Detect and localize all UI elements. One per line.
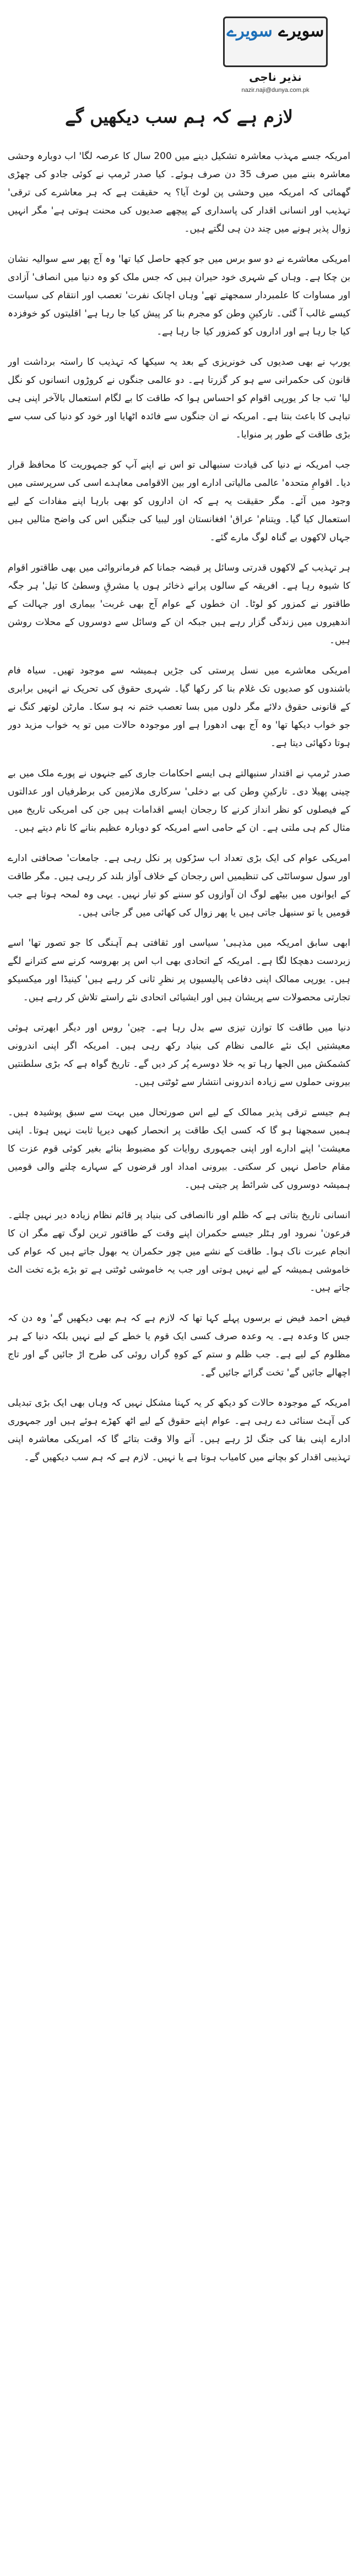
author-name: نذیر ناجی [249, 70, 302, 84]
article-body [8, 147, 350, 2568]
article-paragraph: امریکہ کے موجودہ حالات کو دیکھ کر یہ کہنا مشکل نہیں کہ وہاں بھی ایک بڑی تبدیلی کی آہٹ سنائی دے رہی ہے۔ عوام اپنے حقوق کے لیے اٹھ کھڑے ہوئے ہیں اور جمہوری ادارے اپنی بقا کی جنگ لڑ رہے ہیں۔ آنے والا وقت بتائے گا کہ امریکی معاشرہ اپنی تہذیبی اقدار کو بچانے میں کامیاب ہوتا ہے یا نہیں۔ لازم ہے کہ ہم سب دیکھیں گے۔ [8, 1397, 350, 1463]
article-paragraph: ہم جیسے ترقی پذیر ممالک کے لیے اس صورتحال میں بہت سے سبق پوشیدہ ہیں۔ ہمیں سمجھنا ہو گا کہ کسی ایک طاقت پر انحصار کبھی دیرپا ثابت نہیں ہوتا۔ اپنی معیشت' اپنے ادارے اور اپنی جمہوری روایات کو مضبوط بنائے بغیر کوئی قوم عزت کا مقام حاصل نہیں کر سکتی۔ بیرونی امداد اور قرضوں کے سہارے چلنے والی قومیں ہمیشہ دوسروں کی شرائط پر جیتی ہیں۔ [8, 1107, 350, 1191]
column-logo-block [209, 17, 347, 94]
article-headline: لازم ہے کہ ہم سب دیکھیں گے [65, 106, 293, 127]
logo-word-2: سویرے [226, 21, 273, 41]
author-email: nazir.naji@dunya.com.pk [241, 87, 310, 94]
article-paragraph: امریکی عوام کی ایک بڑی تعداد اب سڑکوں پر نکل رہی ہے۔ جامعات' صحافتی ادارے اور سول سوسائٹی کی تنظیمیں اس رجحان کے خلاف آواز بلند کر رہی ہیں۔ مگر طاقت کے ایوانوں میں بیٹھے لوگ ان آوازوں کو سننے کو تیار نہیں۔ یہی وہ لمحہ ہوتا ہے جب قومیں یا تو سنبھل جاتی ہیں یا پھر زوال کی کھائی میں گر جاتی ہیں۔ [8, 853, 350, 918]
article-paragraph: امریکہ جسے مہذب معاشرہ تشکیل دینے میں 200 سال کا عرصہ لگا' اب دوبارہ وحشی معاشرہ بننے میں صرف 35 دن صرف ہوئے۔ کیا صدر ٹرمپ نے کوئی جادو کی چھڑی گھمائی کہ امریکہ میں وحشی پن لوٹ آیا؟ یہ حقیقت ہے کہ ہر معاشرے کی ترقی' تہذیب اور انسانی اقدار کی پاسداری کے پیچھے صدیوں کی محنت ہوتی ہے' مگر انہیں زوال پذیر ہونے میں چند دن ہی لگتے ہیں۔ [8, 151, 350, 234]
column-logo [223, 17, 328, 67]
article-paragraph: امریکی معاشرے میں نسل پرستی کی جڑیں ہمیشہ سے موجود تھیں۔ سیاہ فام باشندوں کو صدیوں تک غلام بنا کر رکھا گیا۔ شہری حقوق کی تحریک نے انہیں برابری کے قانونی حقوق دلائے مگر دلوں میں بسا تعصب ختم نہ ہو سکا۔ مارٹن لوتھر کنگ نے جو خواب دیکھا تھا' وہ آج بھی ادھورا ہے اور موجودہ حالات میں تو یہ خواب مزید دور ہوتا دکھائی دیتا ہے۔ [8, 665, 350, 749]
article-paragraph: دنیا میں طاقت کا توازن تیزی سے بدل رہا ہے۔ چین' روس اور دیگر ابھرتی ہوئی معیشتیں ایک نئے عالمی نظام کی بنیاد رکھ رہی ہیں۔ امریکہ اگر اپنی اندرونی کشمکش میں الجھا رہا تو یہ خلا دوسرے پُر کر دیں گے۔ تاریخ گواہ ہے کہ بڑی سلطنتیں بیرونی حملوں سے زیادہ اندرونی انتشار سے ٹوٹتی ہیں۔ [8, 1022, 350, 1088]
article-paragraph: جب امریکہ نے دنیا کی قیادت سنبھالی تو اس نے اپنے آپ کو جمہوریت کا محافظ قرار دیا۔ اقوامِ متحدہ' عالمی مالیاتی ادارے اور بین الاقوامی معاہدے اسی کی سرپرستی میں وجود میں آئے۔ مگر حقیقت یہ ہے کہ ان اداروں کو بھی بارہا اپنے مفادات کے لیے استعمال کیا گیا۔ ویتنام' عراق' افغانستان اور لیبیا کی جنگیں اس کی واضح مثالیں ہیں جہاں لاکھوں بے گناہ لوگ مارے گئے۔ [8, 459, 350, 543]
column-header [0, 0, 358, 149]
article-paragraph: یورپ نے بھی صدیوں کی خونریزی کے بعد یہ سیکھا کہ تہذیب کا راستہ برداشت اور قانون کی حکمرانی سے ہو کر گزرتا ہے۔ دو عالمی جنگوں نے کروڑوں انسانوں کو نگل لیا' تب جا کر یورپی اقوام کو احساس ہوا کہ طاقت کا بے لگام استعمال بالآخر اپنی ہی تباہی کا باعث بنتا ہے۔ امریکہ نے ان جنگوں سے فائدہ اٹھایا اور خود کو دنیا کی سب سے بڑی طاقت کے طور پر منوایا۔ [8, 357, 350, 440]
article-paragraph: صدر ٹرمپ نے اقتدار سنبھالتے ہی ایسے احکامات جاری کیے جنہوں نے پورے ملک میں بے چینی پھیلا دی۔ تارکینِ وطن کی بے دخلی' سرکاری ملازمین کی برطرفیاں اور عدالتوں کے فیصلوں کو نظر انداز کرنے کا رجحان ایسے اقدامات ہیں جن کی امریکی تاریخ میں مثال کم ہی ملتی ہے۔ ان کے حامی اسے امریکہ کو دوبارہ عظیم بنانے کا نام دیتے ہیں۔ [8, 768, 350, 834]
column-logo-text [225, 21, 326, 41]
article-paragraph: ہر تہذیب کے لاکھوں قدرتی وسائل پر قبضہ جمانا کم فرمانروائی میں بھی طاقتور اقوام کا شیوہ رہا ہے۔ افریقہ کے سالوں پرانے ذخائر ہوں یا مشرقِ وسطیٰ کا تیل' ہر جگہ طاقتور نے کمزور کو لوٹا۔ ان خطوں کے عوام آج بھی غربت' بیماری اور جہالت کے اندھیروں میں زندگی گزار رہے ہیں جبکہ ان کے وسائل سے دوسروں کے محلات روشن ہیں۔ [8, 562, 350, 646]
article-paragraph: ابھی سابق امریکہ میں مذہبی' سیاسی اور ثقافتی ہم آہنگی کا جو تصور تھا' اسے زبردست دھچکا لگا ہے۔ امریکہ کے اتحادی بھی اب اس پر بھروسہ کرنے سے کترانے لگے ہیں۔ یورپی ممالک اپنی دفاعی پالیسیوں پر نظرِ ثانی کر رہے ہیں' کینیڈا اور میکسیکو تجارتی محصولات سے پریشان ہیں اور ایشیائی اتحادی نئے راستے تلاش کر رہے ہیں۔ [8, 938, 350, 1003]
article-paragraph: امریکی معاشرے نے دو سو برس میں جو کچھ حاصل کیا تھا' وہ آج پھر سے سوالیہ نشان بن چکا ہے۔ وہاں کے شہری خود حیران ہیں کہ جس ملک کو وہ دنیا میں انصاف' آزادی اور مساوات کا علمبردار سمجھتے تھے' وہاں اچانک نفرت' تعصب اور انتقام کی سیاست کیسے غالب آ گئی۔ تارکینِ وطن کو مجرم بنا کر پیش کیا جا رہا ہے' اقلیتوں کو خوفزدہ کیا جا رہا ہے اور اداروں کو کمزور کیا جا رہا ہے۔ [8, 254, 350, 337]
article-paragraph: فیض احمد فیض نے برسوں پہلے کہا تھا کہ لازم ہے کہ ہم بھی دیکھیں گے' وہ دن کہ جس کا وعدہ ہے۔ یہ وعدہ صرف کسی ایک قوم یا خطے کے لیے نہیں بلکہ دنیا کے ہر مظلوم کے لیے ہے۔ جب ظلم و ستم کے کوہِ گراں روئی کی طرح اڑ جائیں گے اور تاج اچھالے جائیں گے' تخت گرائے جائیں گے۔ [8, 1313, 350, 1378]
logo-word-1: سویرے [278, 21, 324, 41]
article-paragraph: انسانی تاریخ بتاتی ہے کہ ظلم اور ناانصافی کی بنیاد پر قائم نظام زیادہ دیر نہیں چلتے۔ فرعون' نمرود اور ہٹلر جیسے حکمران اپنے وقت کے طاقتور ترین لوگ تھے مگر ان کا انجام عبرت ناک ہوا۔ طاقت کے نشے میں چور حکمران یہ بھول جاتے ہیں کہ عوام کی خاموشی ہمیشہ کے لیے نہیں ہوتی اور جب یہ خاموشی ٹوٹتی ہے تو بڑے بڑے تخت الٹ جاتے ہیں۔ [8, 1210, 350, 1294]
